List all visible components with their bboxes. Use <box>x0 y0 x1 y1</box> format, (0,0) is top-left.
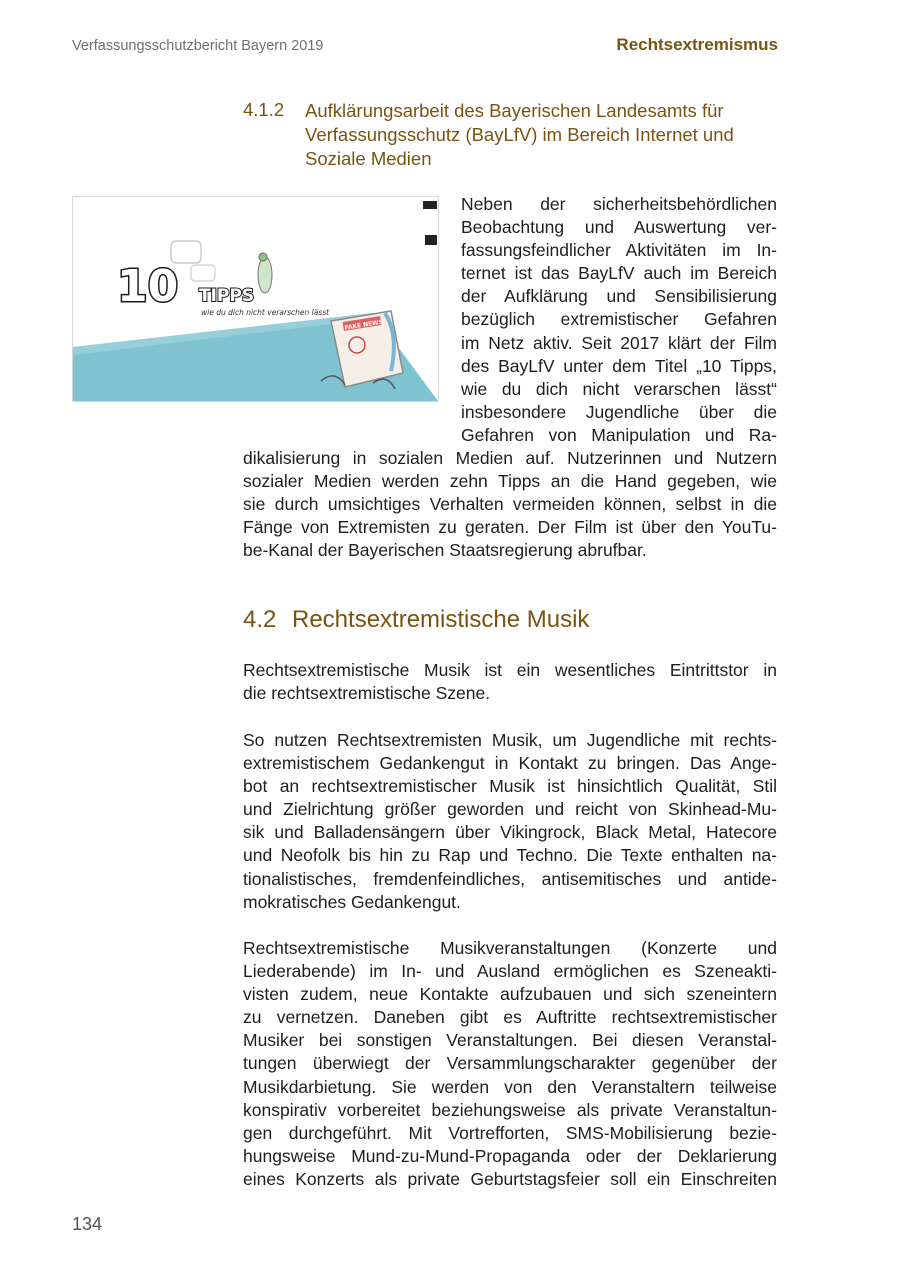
text-line: bezüglich extremistischer Gefahren <box>461 309 777 330</box>
text-line: extremistischem Gedankengut in Kontakt zu bringen. Das Ange- <box>243 753 777 774</box>
text-line: des BayLfV unter dem Titel „10 Tipps, <box>461 355 777 376</box>
section-title: Rechtsextremistische Musik <box>292 606 590 633</box>
text-line: konspirativ vorbereitet beziehungsweise als private Veranstaltun- <box>243 1099 777 1120</box>
text-line: fassungsfeindlicher Aktivitäten im In- <box>461 240 777 261</box>
text-line: eines Konzerts als private Geburtstagsfeier soll ein Einschreiten <box>243 1168 777 1189</box>
headline-number: 10 <box>117 261 179 312</box>
text-line: und Zielrichtung größer geworden und reicht von Skinhead-Mu- <box>243 799 777 820</box>
subsection-number: 4.1.2 <box>243 99 285 120</box>
text-line: Musikdarbietung. Sie werden von den Veranstaltern teilweise <box>243 1076 777 1097</box>
text-line: zu vernetzen. Daneben gibt es Auftritte rechtsextremistischer <box>243 1007 777 1028</box>
video-still-illustration <box>73 197 438 401</box>
text-line: sie durch umsichtiges Verhalten vermeiden können, selbst in die <box>243 494 777 515</box>
text-line: be-Kanal der Bayerischen Staatsregierung abrufbar. <box>243 540 647 561</box>
text-line: wie du dich nicht verarschen lässt“ <box>461 378 777 399</box>
intro-paragraph-continued <box>243 447 777 562</box>
section-number: 4.2 <box>243 606 277 633</box>
text-line: mokratisches Gedankengut. <box>243 891 461 912</box>
text-line: tungen überwiegt der Versammlungscharakter gegenüber der <box>243 1053 777 1074</box>
text-line: Rechtsextremistische Musik ist ein wesentliches Eintrittstor in <box>243 660 777 680</box>
text-line: die rechtsextremistische Szene. <box>243 683 491 704</box>
video-still-image <box>72 196 439 402</box>
running-header-right: Rechtsextremismus <box>616 35 778 54</box>
text-line: tionalistisches, fremdenfeindliches, antisemitisches und antide- <box>243 868 777 889</box>
paragraph-music-events <box>243 937 777 1191</box>
headline-word: TIPPS <box>199 286 255 306</box>
subsection-title <box>305 99 785 171</box>
text-line: im Netz aktiv. Seit 2017 klärt der Film <box>461 332 777 353</box>
text-line: gen durchgeführt. Mit Vortrefforten, SMS-Mobilisierung bezie- <box>243 1122 777 1143</box>
subsection-title-line: Verfassungsschutz (BayLfV) im Bereich Internet und <box>305 124 734 145</box>
tagline-text: wie du dich nicht verarschen lässt <box>201 308 330 317</box>
text-line: dikalisierung in sozialen Medien auf. Nutzerinnen und Nutzern <box>243 448 777 468</box>
text-line: ternet ist das BayLfV auch im Bereich <box>461 263 777 284</box>
text-line: Fänge von Extremisten zu geraten. Der Film ist über den YouTu- <box>243 517 777 538</box>
text-line: insbesondere Jugendliche über die <box>461 401 777 422</box>
text-line: hungsweise Mund-zu-Mund-Propaganda oder der Deklarierung <box>243 1145 777 1166</box>
text-line: sozialer Medien werden zehn Tipps an die Hand gegeben, wie <box>243 471 777 492</box>
sign-text: FAKE NEWS <box>344 318 384 332</box>
paragraph-music-genres <box>243 729 777 914</box>
text-line: Beobachtung und Auswertung ver- <box>461 217 777 238</box>
flag-icon <box>425 235 437 245</box>
running-header-left: Verfassungsschutzbericht Bayern 2019 <box>72 38 324 54</box>
text-line: Musiker bei sonstigen Veranstaltungen. Bei diesen Veranstal- <box>243 1030 777 1051</box>
text-line: und Neofolk bis hin zu Rap und Techno. Die Texte enthalten na- <box>243 845 777 866</box>
page-number: 134 <box>72 1214 103 1234</box>
text-line: Rechtsextremistische Musikveranstaltungen (Konzerte und <box>243 938 777 958</box>
text-line: Gefahren von Manipulation und Ra- <box>461 424 777 445</box>
text-line: sik und Balladensängern über Vikingrock, Black Metal, Hatecore <box>243 822 777 843</box>
text-line: So nutzen Rechtsextremisten Musik, um Jugendliche mit rechts- <box>243 730 777 750</box>
text-line: Liederabende) im In- und Ausland ermöglichen es Szeneakti- <box>243 961 777 982</box>
section-heading <box>243 606 589 634</box>
text-line: Neben der sicherheitsbehördlichen <box>461 194 777 214</box>
subsection-title-line: Soziale Medien <box>305 148 432 169</box>
text-line: bot an rechtsextremistischer Musik ist hinsichtlich Qualität, Stil <box>243 776 777 797</box>
intro-paragraph-wrapped <box>461 193 777 447</box>
flag-icon <box>423 201 437 209</box>
text-line: visten zudem, neue Kontakte aufzubauen und sich szeneintern <box>243 984 777 1005</box>
text-line: der Aufklärung und Sensibilisierung <box>461 286 777 307</box>
paragraph-music-gateway <box>243 659 777 705</box>
subsection-title-line: Aufklärungsarbeit des Bayerischen Landesamts für <box>305 100 724 121</box>
